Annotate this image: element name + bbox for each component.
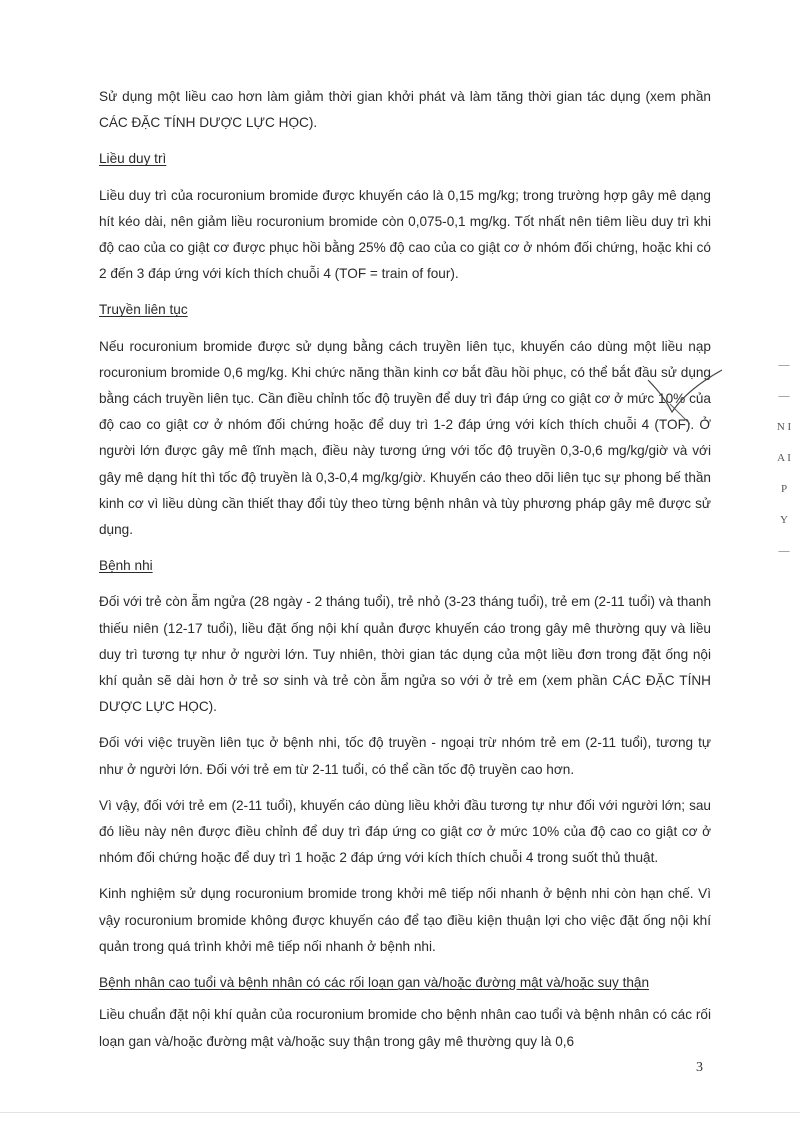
page-number: 3: [696, 1060, 703, 1075]
margin-mark: —: [778, 545, 790, 557]
margin-mark: —: [778, 359, 790, 371]
paragraph-pediatric-intubation: Đối với trẻ còn ẵm ngửa (28 ngày - 2 tháng tuổi), trẻ nhỏ (3-23 tháng tuổi), trẻ em (2-11 tuổi) và thanh thiếu niên (12-17 tuổi), liều đặt ống nội khí quản được khuyến cáo trong gây mê thường quy và liều duy trì tương tự như ở người lớn. Tuy nhiên, thời gian tác dụng của một liều đơn trong đặt ống nội khí quản sẽ dài hơn ở trẻ sơ sinh và trẻ còn ẵm ngửa so với ở trẻ em (xem phần CÁC ĐẶC TÍNH DƯỢC LỰC HỌC).: [99, 594, 711, 715]
heading-pediatric: Bệnh nhi: [99, 558, 153, 574]
margin-mark: Y: [780, 514, 788, 526]
heading-continuous-infusion: Truyền liên tục: [99, 302, 188, 318]
margin-mark: N I: [776, 421, 792, 433]
paragraph-continuous-infusion: Nếu rocuronium bromide được sử dụng bằng cách truyền liên tục, khuyến cáo dùng một liều nạp rocuronium bromide 0,6 mg/kg. Khi chức năng thần kinh cơ bắt đầu hồi phục, có thể bắt đầu sử dụng bằng cách truyền liên tục. Cần điều chỉnh tốc độ truyền để duy trì đáp ứng co giật cơ ở mức 10% của độ cao co giật cơ ở nhóm đối chứng hoặc để duy trì 1-2 đáp ứng với kích thích chuỗi 4 (TOF). Ở người lớn được gây mê tĩnh mạch, điều này tương ứng với tốc độ truyền 0,3-0,6 mg/kg/giờ và với gây mê dạng hít thì tốc độ truyền là 0,3-0,4 mg/kg/giờ. Khuyến cáo theo dõi liên tục sự phong bế thần kinh cơ vì liều dùng cần thiết thay đổi tùy theo từng bệnh nhân và tùy phương pháp gây mê được sử dụng.: [99, 338, 711, 538]
paragraph-dose-onset: Sử dụng một liều cao hơn làm giảm thời gian khởi phát và làm tăng thời gian tác dụng (xem phần CÁC ĐẶC TÍNH DƯỢC LỰC HỌC).: [99, 89, 711, 131]
paragraph-elderly-hepatic-renal: Liều chuẩn đặt nội khí quản của rocuronium bromide cho bệnh nhân cao tuổi và bệnh nhân có các rối loạn gan và/hoặc đường mật và/hoặc suy thận trong gây mê thường quy là 0,6: [99, 1007, 711, 1049]
heading-elderly-hepatic-renal: Bệnh nhân cao tuổi và bệnh nhân có các rối loạn gan và/hoặc đường mật và/hoặc suy thận: [99, 975, 650, 991]
paragraph-pediatric-children-dose: Vì vậy, đối với trẻ em (2-11 tuổi), khuyến cáo dùng liều khởi đầu tương tự như đối với người lớn; sau đó liều này nên được điều chỉnh để duy trì đáp ứng co giật cơ ở mức 10% của độ cao co giật cơ ở nhóm đối chứng hoặc để duy trì 1 hoặc 2 đáp ứng với kích thích chuỗi 4 trong suốt thủ thuật.: [99, 797, 711, 866]
margin-mark: —: [778, 390, 790, 402]
margin-stamp-marks: [772, 350, 796, 567]
paragraph-pediatric-infusion: Đối với việc truyền liên tục ở bệnh nhi, tốc độ truyền - ngoại trừ nhóm trẻ em (2-11 tuổi), tương tự như ở người lớn. Đối với trẻ em từ 2-11 tuổi, có thể cần tốc độ truyền cao hơn.: [99, 735, 711, 777]
document-body: [99, 84, 711, 1055]
margin-mark: P: [780, 483, 788, 495]
margin-mark: A I: [777, 452, 791, 464]
paragraph-maintenance-dose: Liều duy trì của rocuronium bromide được khuyến cáo là 0,15 mg/kg; trong trường hợp gây mê dạng hít kéo dài, nên giảm liều rocuronium bromide còn 0,075-0,1 mg/kg. Tốt nhất nên tiêm liều duy trì khi độ cao của co giật cơ được phục hồi bằng 25% độ cao của co giật cơ ở nhóm đối chứng, hoặc khi có 2 đến 3 đáp ứng với kích thích chuỗi 4 (TOF = train of four).: [99, 187, 711, 282]
heading-maintenance-dose: Liều duy trì: [99, 151, 167, 167]
page-bottom-edge: [0, 1112, 800, 1113]
paragraph-pediatric-rapid-sequence: Kinh nghiệm sử dụng rocuronium bromide trong khởi mê tiếp nối nhanh ở bệnh nhi còn hạn chế. Vì vậy rocuronium bromide không được khuyến cáo để tạo điều kiện thuận lợi cho việc đặt ống nội khí quản trong quá trình khởi mê tiếp nối nhanh ở bệnh nhi.: [99, 886, 711, 954]
